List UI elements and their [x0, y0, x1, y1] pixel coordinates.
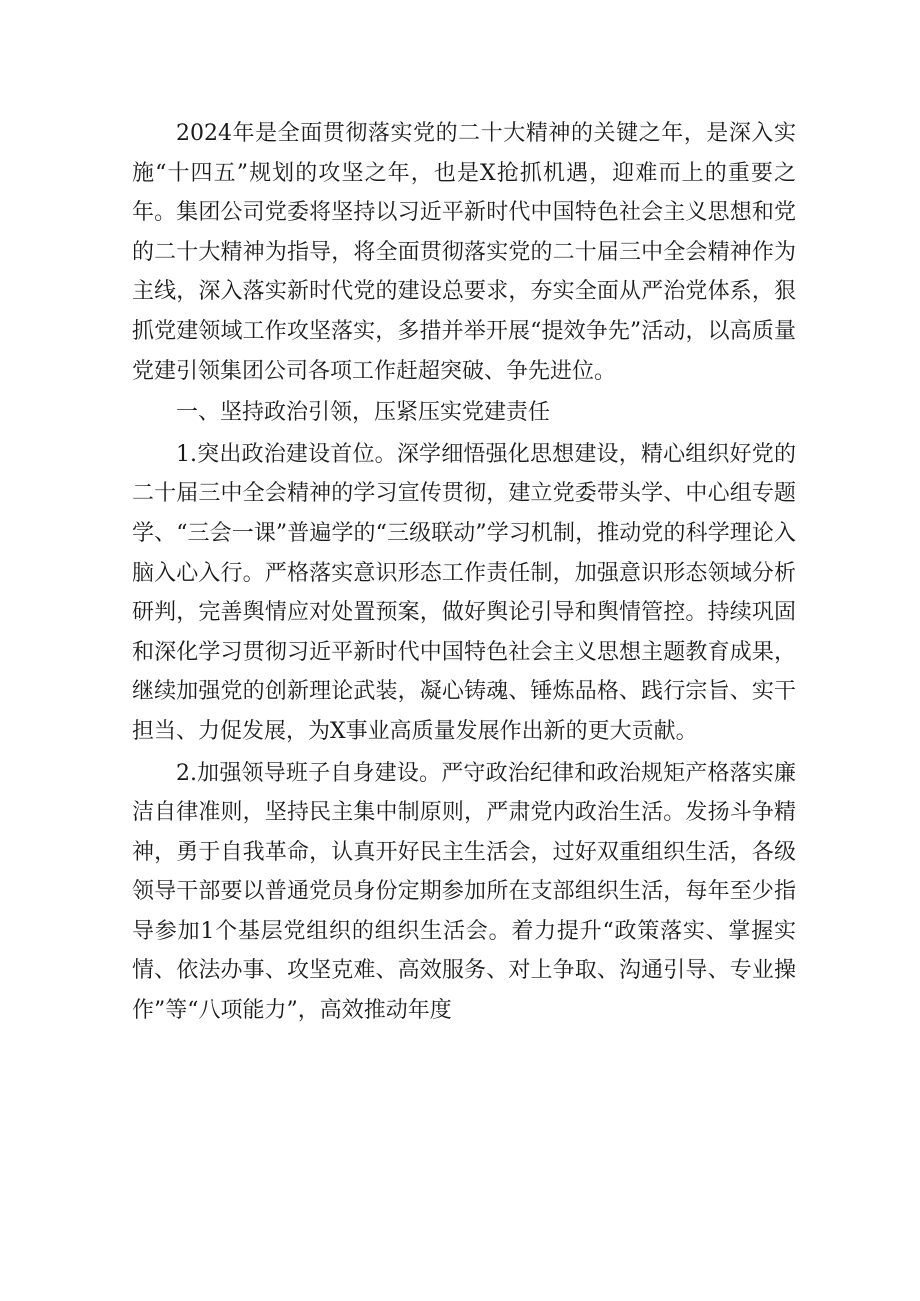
section-heading: 一、坚持政治引领，压紧压实党建责任 [176, 400, 551, 426]
item-2-paragraph: 2.加强领导班子自身建设。严守政治纪律和政治规矩产格落实廉洁自律准则，坚持民主集中制原则，严肃党内政治生活。发扬斗争精神，勇于自我革命，认真开好民主生活会，过好双重组织生活，各级领导干部要以普通党员身份定期参加所在支部组织生活，每年至少指导参加1个基层党组织的组织生活会。着力提升“政策落实、掌握实情、依法办事、攻坚克难、高效服务、对上争取、沟通引导、专业操作”等“八项能力”，高效推动年度 [132, 760, 796, 1024]
intro-paragraph: 2024年是全面贯彻落实党的二十大精神的关键之年，是深入实施“十四五”规划的攻坚之年，也是X抢抓机遇，迎难而上的重要之年。集团公司党委将坚持以习近平新时代中国特色社会主义思想和党的二十大精神为指导，将全面贯彻落实党的二十届三中全会精神作为主线，深入落实新时代党的建设总要求，夯实全面从严治党体系，狠抓党建领域工作攻坚落实，多措并举开展“提效争先”活动，以高质量党建引领集团公司各项工作赶超突破、争先进位。 [132, 121, 796, 384]
document-body [132, 114, 796, 1031]
item-1-paragraph: 1.突出政治建设首位。深学细悟强化思想建设，精心组织好党的二十届三中全会精神的学习宣传贯彻，建立党委带头学、中心组专题学、“三会一课”普遍学的“三级联动”学习机制，推动党的科学理论入脑入心入行。严格落实意识形态工作责任制，加强意识形态领域分析研判，完善舆情应对处置预案，做好舆论引导和舆情管控。持续巩固和深化学习贯彻习近平新时代中国特色社会主义思想主题教育成果，继续加强党的创新理论武装，凝心铸魂、锤炼品格、践行宗旨、实干担当、力促发展，为X事业高质量发展作出新的更大贡献。 [132, 441, 796, 744]
